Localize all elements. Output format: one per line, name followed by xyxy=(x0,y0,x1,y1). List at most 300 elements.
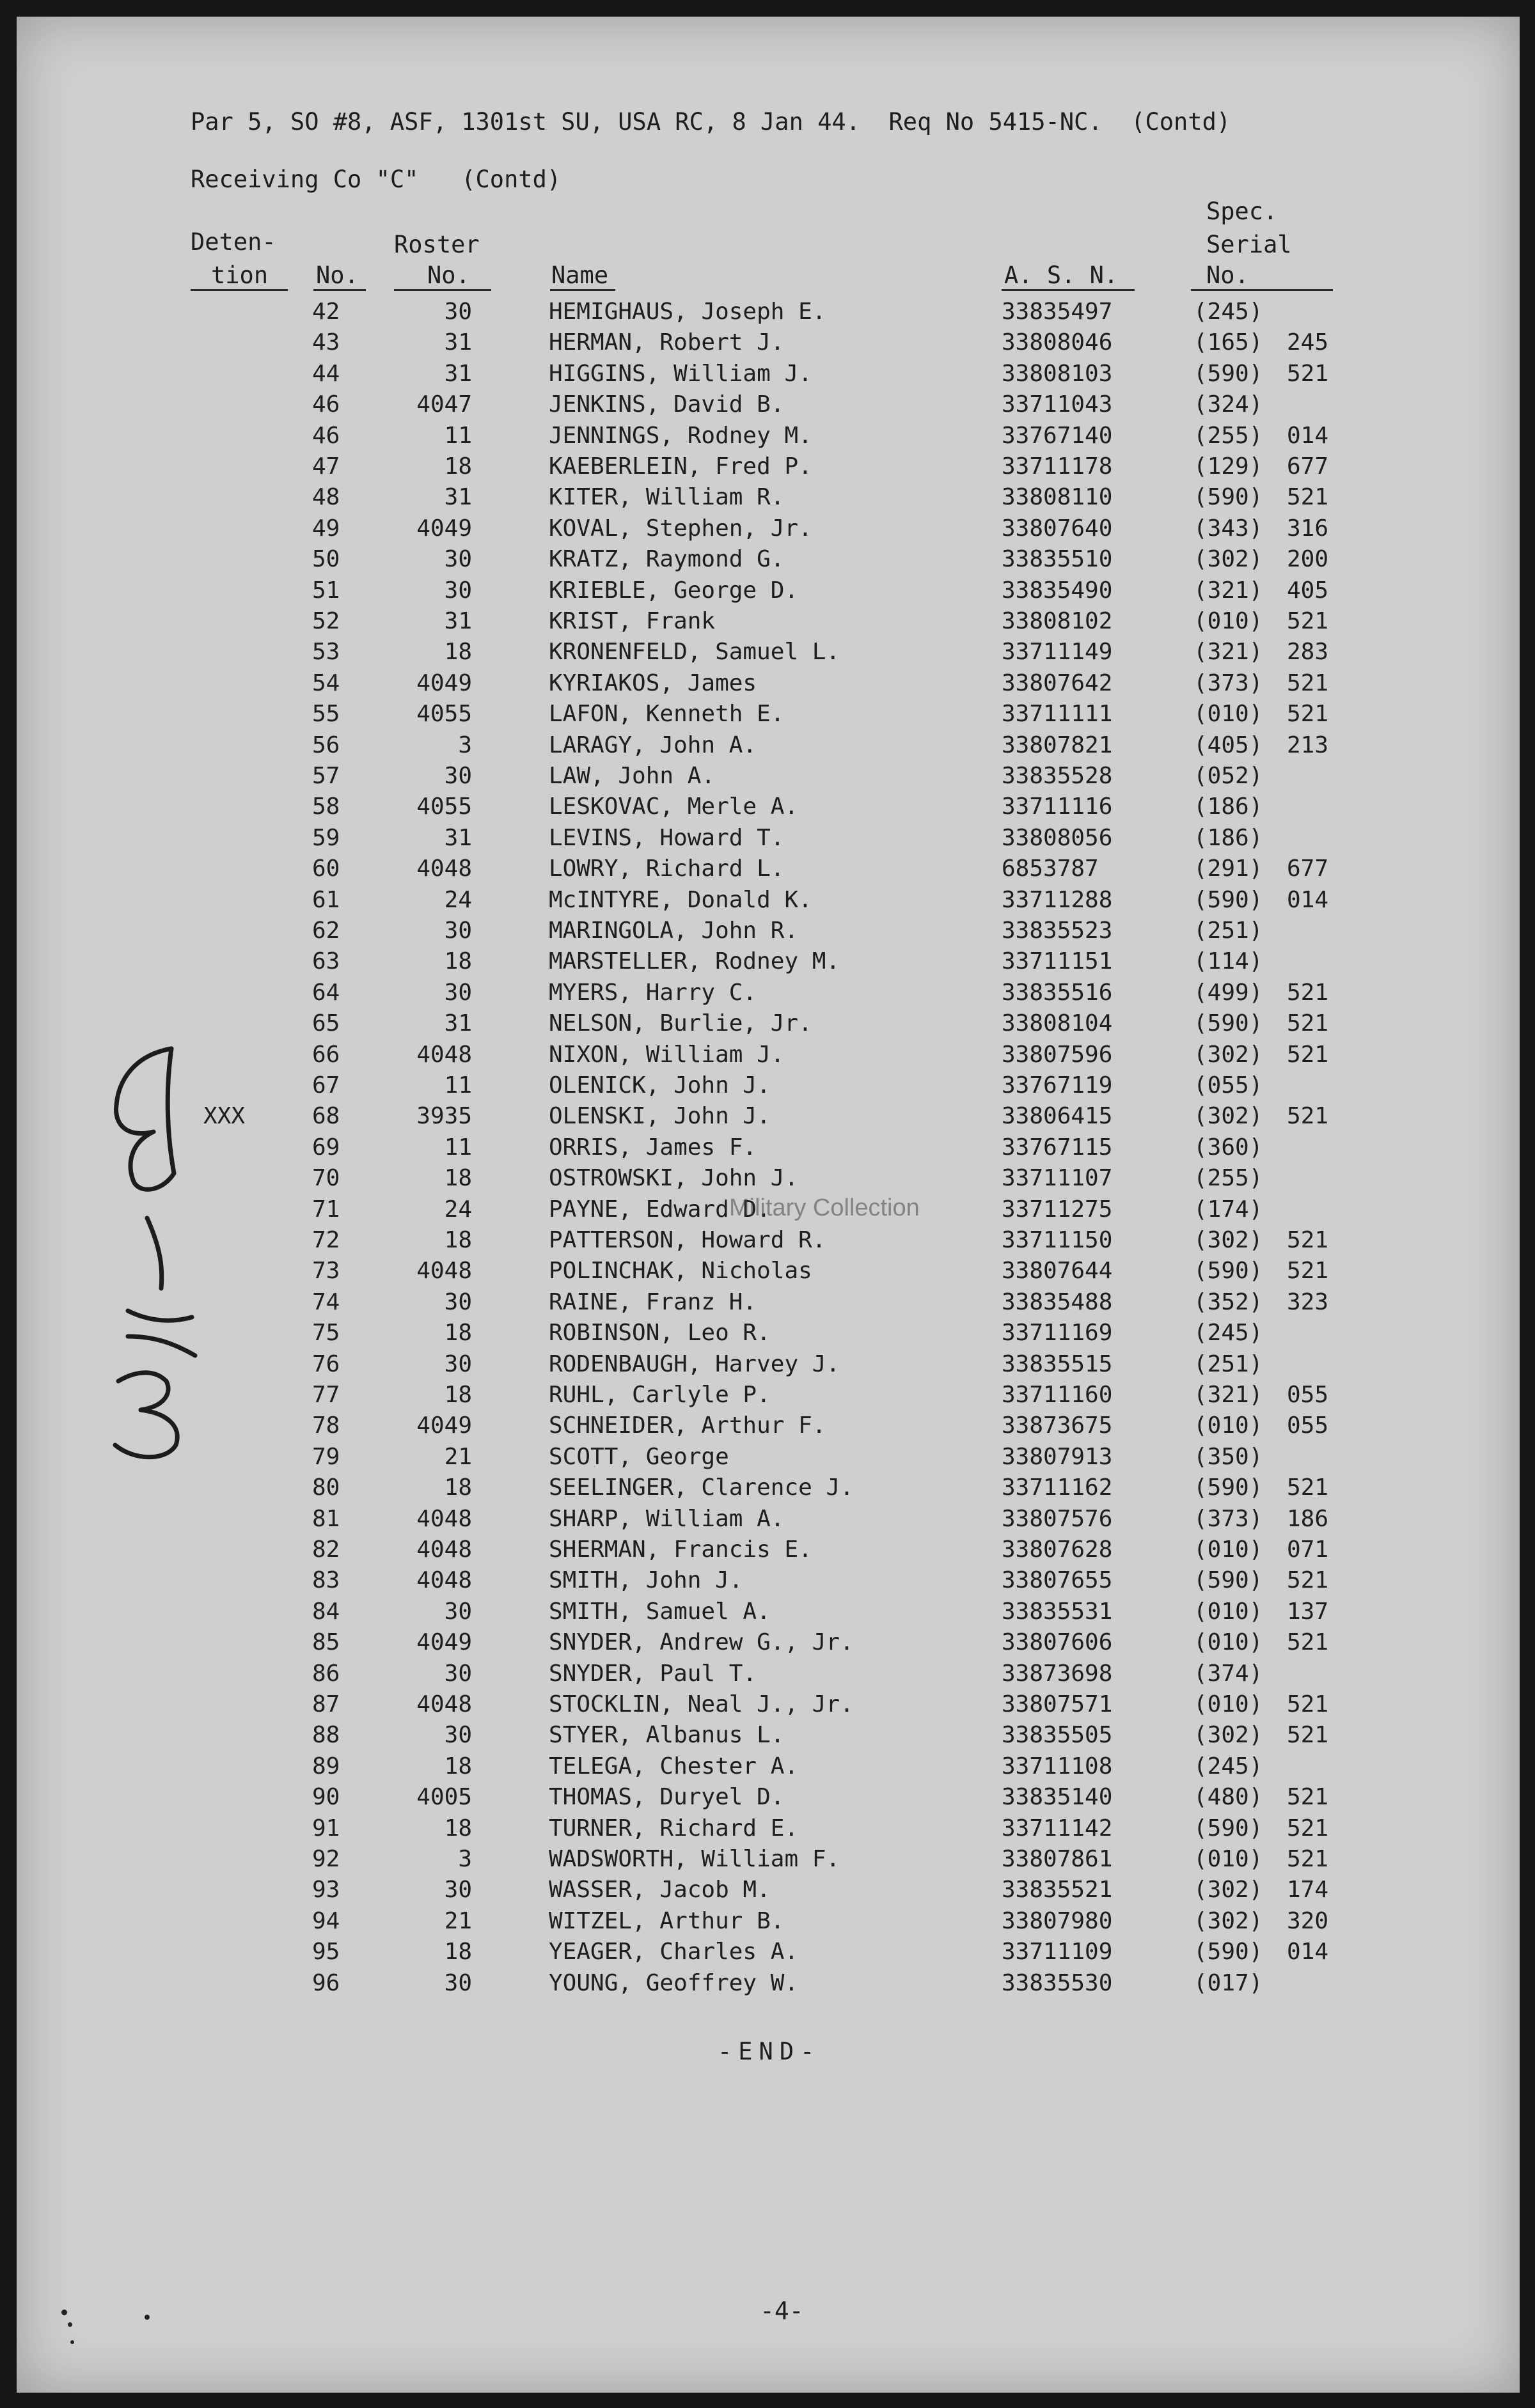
asn-cell: 33711150 xyxy=(1002,1227,1113,1253)
table-row xyxy=(0,1907,1535,1941)
table-row xyxy=(0,331,1535,362)
name-cell: LESKOVAC, Merle A. xyxy=(549,794,799,820)
name-cell: WADSWORTH, William F. xyxy=(549,1846,840,1872)
name-cell: SHERMAN, Francis E. xyxy=(549,1536,812,1563)
spec-secondary-cell: 014 xyxy=(1287,1939,1329,1966)
number-cell: 46 xyxy=(312,422,340,449)
name-cell: TELEGA, Chester A. xyxy=(549,1753,799,1779)
spec-serial-cell: (405) xyxy=(1193,731,1263,758)
roster-cell: 31 xyxy=(444,329,472,356)
roster-cell: 30 xyxy=(444,763,472,789)
asn-cell: 33767119 xyxy=(1002,1072,1113,1098)
col-roster-underline xyxy=(394,289,491,291)
roster-cell: 30 xyxy=(444,1722,472,1749)
spec-serial-cell: (245) xyxy=(1193,1753,1263,1779)
asn-cell: 33711162 xyxy=(1002,1474,1113,1501)
name-cell: LAW, John A. xyxy=(549,763,716,789)
spec-serial-cell: (129) xyxy=(1193,453,1263,480)
number-cell: 89 xyxy=(312,1753,340,1779)
number-cell: 93 xyxy=(312,1877,340,1904)
col-detention-underline xyxy=(191,289,288,291)
roster-cell: 30 xyxy=(444,577,472,604)
spec-serial-cell: (590) xyxy=(1193,360,1263,387)
asn-cell: 6853787 xyxy=(1002,856,1099,882)
number-cell: 59 xyxy=(312,824,340,851)
spec-secondary-cell: 521 xyxy=(1287,484,1329,511)
asn-cell: 33807606 xyxy=(1002,1629,1113,1656)
name-cell: ROBINSON, Leo R. xyxy=(549,1320,771,1347)
table-row xyxy=(0,795,1535,826)
spec-secondary-cell: 186 xyxy=(1287,1505,1329,1532)
name-cell: LARAGY, John A. xyxy=(549,731,757,758)
number-cell: 87 xyxy=(312,1691,340,1717)
number-cell: 95 xyxy=(312,1939,340,1966)
asn-cell: 33873675 xyxy=(1002,1412,1113,1439)
asn-cell: 33807861 xyxy=(1002,1846,1113,1872)
table-row xyxy=(0,360,1535,393)
name-cell: SCHNEIDER, Arthur F. xyxy=(549,1412,826,1439)
asn-cell: 33808110 xyxy=(1002,484,1113,511)
roster-cell: 31 xyxy=(444,484,472,511)
col-no-underline xyxy=(313,289,366,291)
table-row xyxy=(0,731,1535,765)
asn-cell: 33711288 xyxy=(1002,886,1113,913)
asn-cell: 33807980 xyxy=(1002,1907,1113,1934)
number-cell: 60 xyxy=(312,856,340,882)
roster-cell: 30 xyxy=(444,1350,472,1377)
number-cell: 92 xyxy=(312,1846,340,1872)
table-row xyxy=(0,393,1535,424)
asn-cell: 33767115 xyxy=(1002,1134,1113,1161)
number-cell: 64 xyxy=(312,979,340,1006)
table-row xyxy=(0,1384,1535,1414)
roster-cell: 31 xyxy=(444,360,472,387)
number-cell: 83 xyxy=(312,1567,340,1594)
roster-cell: 4048 xyxy=(416,1041,472,1068)
number-cell: 84 xyxy=(312,1598,340,1625)
col-name: Name xyxy=(551,262,609,289)
number-cell: 73 xyxy=(312,1258,340,1285)
table-row xyxy=(0,1260,1535,1290)
roster-cell: 18 xyxy=(444,1474,472,1501)
col-detention-line1: Deten- xyxy=(191,228,276,256)
spec-secondary-cell: 521 xyxy=(1287,1103,1329,1130)
table-row xyxy=(0,1105,1535,1136)
roster-cell: 4055 xyxy=(416,794,472,820)
asn-cell: 33807644 xyxy=(1002,1258,1113,1285)
spec-serial-cell: (350) xyxy=(1193,1443,1263,1470)
roster-cell: 3 xyxy=(458,1846,472,1872)
asn-cell: 33835140 xyxy=(1002,1784,1113,1811)
spec-serial-cell: (186) xyxy=(1193,794,1263,820)
asn-cell: 33711169 xyxy=(1002,1320,1113,1347)
number-cell: 51 xyxy=(312,577,340,604)
asn-cell: 33806415 xyxy=(1002,1103,1113,1130)
spec-serial-cell: (590) xyxy=(1193,484,1263,511)
roster-cell: 24 xyxy=(444,1196,472,1223)
asn-cell: 33807596 xyxy=(1002,1041,1113,1068)
spec-secondary-cell: 521 xyxy=(1287,979,1329,1006)
asn-cell: 33835521 xyxy=(1002,1877,1113,1904)
roster-cell: 3 xyxy=(458,731,472,758)
asn-cell: 33807821 xyxy=(1002,731,1113,758)
spec-serial-cell: (302) xyxy=(1193,1103,1263,1130)
col-roster-line1: Roster xyxy=(394,231,480,258)
table-row xyxy=(0,1786,1535,1817)
name-cell: SMITH, Samuel A. xyxy=(549,1598,771,1625)
number-cell: 88 xyxy=(312,1722,340,1749)
spec-secondary-cell: 245 xyxy=(1287,329,1329,356)
speck xyxy=(145,2315,150,2320)
number-cell: 69 xyxy=(312,1134,340,1161)
roster-cell: 4048 xyxy=(416,1691,472,1717)
asn-cell: 33711043 xyxy=(1002,391,1113,418)
name-cell: KRATZ, Raymond G. xyxy=(549,546,785,573)
spec-secondary-cell: 677 xyxy=(1287,453,1329,480)
roster-cell: 4055 xyxy=(416,701,472,728)
asn-cell: 33807655 xyxy=(1002,1567,1113,1594)
table-row xyxy=(0,486,1535,517)
spec-secondary-cell: 521 xyxy=(1287,1567,1329,1594)
spec-secondary-cell: 137 xyxy=(1287,1598,1329,1625)
spec-serial-cell: (302) xyxy=(1193,1041,1263,1068)
asn-cell: 33711149 xyxy=(1002,639,1113,666)
spec-serial-cell: (302) xyxy=(1193,1227,1263,1253)
asn-cell: 33835490 xyxy=(1002,577,1113,604)
spec-serial-cell: (302) xyxy=(1193,1722,1263,1749)
name-cell: YOUNG, Geoffrey W. xyxy=(549,1969,799,1996)
table-row xyxy=(0,981,1535,1012)
header-line-1: Par 5, SO #8, ASF, 1301st SU, USA RC, 8 Jan 44. Req No 5415-NC. (Contd) xyxy=(191,108,1231,136)
name-cell: LEVINS, Howard T. xyxy=(549,824,785,851)
number-cell: 43 xyxy=(312,329,340,356)
name-cell: PATTERSON, Howard R. xyxy=(549,1227,826,1253)
speck xyxy=(70,2340,74,2344)
spec-secondary-cell: 071 xyxy=(1287,1536,1329,1563)
spec-secondary-cell: 521 xyxy=(1287,1784,1329,1811)
spec-serial-cell: (255) xyxy=(1193,1165,1263,1192)
table-row xyxy=(0,1074,1535,1105)
roster-cell: 18 xyxy=(444,1165,472,1192)
name-cell: KRONENFELD, Samuel L. xyxy=(549,639,840,666)
asn-cell: 33808046 xyxy=(1002,329,1113,356)
name-cell: MARSTELLER, Rodney M. xyxy=(549,948,840,975)
spec-serial-cell: (010) xyxy=(1193,701,1263,728)
number-cell: 90 xyxy=(312,1784,340,1811)
roster-cell: 18 xyxy=(444,1939,472,1966)
spec-serial-cell: (590) xyxy=(1193,1567,1263,1594)
table-row xyxy=(0,824,1535,857)
spec-secondary-cell: 677 xyxy=(1287,856,1329,882)
spec-secondary-cell: 521 xyxy=(1287,360,1329,387)
spec-serial-cell: (374) xyxy=(1193,1660,1263,1687)
roster-cell: 4049 xyxy=(416,1412,472,1439)
name-cell: JENKINS, David B. xyxy=(549,391,785,418)
name-cell: LAFON, Kenneth E. xyxy=(549,701,785,728)
spec-serial-cell: (373) xyxy=(1193,1505,1263,1532)
number-cell: 65 xyxy=(312,1010,340,1037)
asn-cell: 33711178 xyxy=(1002,453,1113,480)
asn-cell: 33711151 xyxy=(1002,948,1113,975)
roster-cell: 18 xyxy=(444,1753,472,1779)
col-detention-line2: tion xyxy=(211,262,269,289)
number-cell: 49 xyxy=(312,515,340,542)
asn-cell: 33807640 xyxy=(1002,515,1113,542)
name-cell: HERMAN, Robert J. xyxy=(549,329,785,356)
table-row xyxy=(0,919,1535,950)
table-row xyxy=(0,1476,1535,1507)
name-cell: KRIEBLE, George D. xyxy=(549,577,799,604)
number-cell: 75 xyxy=(312,1320,340,1347)
spec-serial-cell: (245) xyxy=(1193,299,1263,325)
table-row xyxy=(0,301,1535,331)
table-row xyxy=(0,1755,1535,1786)
table-row xyxy=(0,1693,1535,1724)
table-row xyxy=(0,579,1535,610)
number-cell: 85 xyxy=(312,1629,340,1656)
asn-cell: 33711111 xyxy=(1002,701,1113,728)
table-row xyxy=(0,1012,1535,1043)
table-row xyxy=(0,1229,1535,1260)
speck xyxy=(68,2322,72,2327)
spec-serial-cell: (251) xyxy=(1193,1350,1263,1377)
spec-secondary-cell: 323 xyxy=(1287,1288,1329,1315)
spec-serial-cell: (165) xyxy=(1193,329,1263,356)
asn-cell: 33835530 xyxy=(1002,1969,1113,1996)
spec-serial-cell: (010) xyxy=(1193,1691,1263,1717)
detention-cell: XXX xyxy=(203,1103,246,1130)
roster-cell: 4049 xyxy=(416,1629,472,1656)
spec-secondary-cell: 320 xyxy=(1287,1907,1329,1934)
spec-secondary-cell: 521 xyxy=(1287,1722,1329,1749)
name-cell: WITZEL, Arthur B. xyxy=(549,1907,785,1934)
name-cell: RAINE, Franz H. xyxy=(549,1288,757,1315)
number-cell: 42 xyxy=(312,299,340,325)
table-row xyxy=(0,1350,1535,1384)
spec-secondary-cell: 055 xyxy=(1287,1412,1329,1439)
asn-cell: 33808056 xyxy=(1002,824,1113,851)
number-cell: 44 xyxy=(312,360,340,387)
name-cell: NELSON, Burlie, Jr. xyxy=(549,1010,812,1037)
number-cell: 86 xyxy=(312,1660,340,1687)
handwritten-note-b13 xyxy=(58,1036,224,1471)
roster-cell: 4048 xyxy=(416,1536,472,1563)
spec-serial-cell: (480) xyxy=(1193,1784,1263,1811)
spec-serial-cell: (245) xyxy=(1193,1320,1263,1347)
roster-cell: 18 xyxy=(444,948,472,975)
spec-secondary-cell: 014 xyxy=(1287,422,1329,449)
spec-serial-cell: (291) xyxy=(1193,856,1263,882)
spec-serial-cell: (255) xyxy=(1193,422,1263,449)
table-row xyxy=(0,1288,1535,1322)
col-asn-underline xyxy=(1002,289,1135,291)
table-row xyxy=(0,610,1535,641)
table-row xyxy=(0,548,1535,579)
number-cell: 63 xyxy=(312,948,340,975)
number-cell: 79 xyxy=(312,1443,340,1470)
speck xyxy=(61,2310,67,2315)
spec-secondary-cell: 521 xyxy=(1287,669,1329,696)
asn-cell: 33835528 xyxy=(1002,763,1113,789)
table-row xyxy=(0,1600,1535,1631)
spec-secondary-cell: 521 xyxy=(1287,608,1329,634)
name-cell: KYRIAKOS, James xyxy=(549,669,757,696)
name-cell: KRIST, Frank xyxy=(549,608,716,634)
name-cell: TURNER, Richard E. xyxy=(549,1815,799,1841)
table-row xyxy=(0,1879,1535,1909)
spec-serial-cell: (251) xyxy=(1193,918,1263,944)
roster-cell: 31 xyxy=(444,608,472,634)
number-cell: 68 xyxy=(312,1103,340,1130)
spec-serial-cell: (010) xyxy=(1193,1598,1263,1625)
number-cell: 76 xyxy=(312,1350,340,1377)
roster-cell: 11 xyxy=(444,1134,472,1161)
table-row xyxy=(0,1631,1535,1662)
spec-secondary-cell: 200 xyxy=(1287,546,1329,573)
asn-cell: 33711109 xyxy=(1002,1939,1113,1966)
spec-serial-cell: (302) xyxy=(1193,546,1263,573)
spec-serial-cell: (590) xyxy=(1193,886,1263,913)
roster-cell: 3935 xyxy=(416,1103,472,1130)
roster-cell: 18 xyxy=(444,453,472,480)
asn-cell: 33835497 xyxy=(1002,299,1113,325)
roster-cell: 4047 xyxy=(416,391,472,418)
number-cell: 48 xyxy=(312,484,340,511)
table-row xyxy=(0,1136,1535,1167)
number-cell: 61 xyxy=(312,886,340,913)
number-cell: 96 xyxy=(312,1969,340,1996)
table-row xyxy=(0,886,1535,919)
roster-cell: 30 xyxy=(444,546,472,573)
spec-serial-cell: (352) xyxy=(1193,1288,1263,1315)
spec-secondary-cell: 055 xyxy=(1287,1382,1329,1408)
spec-serial-cell: (321) xyxy=(1193,1382,1263,1408)
spec-secondary-cell: 521 xyxy=(1287,1815,1329,1841)
name-cell: RODENBAUGH, Harvey J. xyxy=(549,1350,840,1377)
table-row xyxy=(0,1569,1535,1600)
spec-secondary-cell: 521 xyxy=(1287,1041,1329,1068)
number-cell: 50 xyxy=(312,546,340,573)
table-row xyxy=(0,703,1535,733)
number-cell: 71 xyxy=(312,1196,340,1223)
table-row xyxy=(0,1505,1535,1538)
roster-cell: 18 xyxy=(444,1815,472,1841)
roster-cell: 31 xyxy=(444,1010,472,1037)
spec-secondary-cell: 521 xyxy=(1287,1691,1329,1717)
number-cell: 47 xyxy=(312,453,340,480)
name-cell: JENNINGS, Rodney M. xyxy=(549,422,812,449)
spec-secondary-cell: 283 xyxy=(1287,639,1329,666)
roster-cell: 18 xyxy=(444,1227,472,1253)
spec-serial-cell: (302) xyxy=(1193,1907,1263,1934)
spec-serial-cell: (114) xyxy=(1193,948,1263,975)
asn-cell: 33807642 xyxy=(1002,669,1113,696)
asn-cell: 33835505 xyxy=(1002,1722,1113,1749)
roster-cell: 4048 xyxy=(416,856,472,882)
spec-serial-cell: (052) xyxy=(1193,763,1263,789)
spec-serial-cell: (590) xyxy=(1193,1815,1263,1841)
number-cell: 54 xyxy=(312,669,340,696)
spec-serial-cell: (055) xyxy=(1193,1072,1263,1098)
roster-cell: 4048 xyxy=(416,1258,472,1285)
table-row xyxy=(0,1167,1535,1198)
spec-serial-cell: (174) xyxy=(1193,1196,1263,1223)
table-row xyxy=(0,641,1535,671)
spec-serial-cell: (373) xyxy=(1193,669,1263,696)
roster-cell: 30 xyxy=(444,918,472,944)
table-row xyxy=(0,669,1535,703)
name-cell: SMITH, John J. xyxy=(549,1567,743,1594)
table-row xyxy=(0,1414,1535,1445)
number-cell: 53 xyxy=(312,639,340,666)
table-row xyxy=(0,1538,1535,1569)
name-cell: OLENSKI, John J. xyxy=(549,1103,771,1130)
spec-serial-cell: (010) xyxy=(1193,1629,1263,1656)
header-line-2: Receiving Co "C" (Contd) xyxy=(191,166,562,193)
number-cell: 58 xyxy=(312,794,340,820)
asn-cell: 33807576 xyxy=(1002,1505,1113,1532)
spec-secondary-cell: 521 xyxy=(1287,1227,1329,1253)
table-row xyxy=(0,1724,1535,1755)
table-row xyxy=(0,1969,1535,2003)
roster-cell: 30 xyxy=(444,1969,472,1996)
name-cell: STYER, Albanus L. xyxy=(549,1722,785,1749)
roster-cell: 30 xyxy=(444,1288,472,1315)
roster-cell: 30 xyxy=(444,1598,472,1625)
number-cell: 46 xyxy=(312,391,340,418)
number-cell: 94 xyxy=(312,1907,340,1934)
spec-secondary-cell: 521 xyxy=(1287,1629,1329,1656)
number-cell: 52 xyxy=(312,608,340,634)
spec-secondary-cell: 405 xyxy=(1287,577,1329,604)
number-cell: 74 xyxy=(312,1288,340,1315)
name-cell: LOWRY, Richard L. xyxy=(549,856,785,882)
number-cell: 67 xyxy=(312,1072,340,1098)
asn-cell: 33835523 xyxy=(1002,918,1113,944)
asn-cell: 33767140 xyxy=(1002,422,1113,449)
spec-secondary-cell: 521 xyxy=(1287,1258,1329,1285)
number-cell: 91 xyxy=(312,1815,340,1841)
name-cell: McINTYRE, Donald K. xyxy=(549,886,812,913)
asn-cell: 33835516 xyxy=(1002,979,1113,1006)
roster-cell: 24 xyxy=(444,886,472,913)
asn-cell: 33808104 xyxy=(1002,1010,1113,1037)
col-spec-line2: Serial xyxy=(1206,231,1292,258)
table-row xyxy=(0,517,1535,548)
asn-cell: 33711108 xyxy=(1002,1753,1113,1779)
spec-serial-cell: (343) xyxy=(1193,515,1263,542)
name-cell: SCOTT, George xyxy=(549,1443,729,1470)
spec-serial-cell: (321) xyxy=(1193,639,1263,666)
roster-cell: 4049 xyxy=(416,669,472,696)
roster-cell: 18 xyxy=(444,1382,472,1408)
end-marker: -END- xyxy=(718,2038,821,2065)
spec-serial-cell: (186) xyxy=(1193,824,1263,851)
spec-secondary-cell: 521 xyxy=(1287,1010,1329,1037)
name-cell: OLENICK, John J. xyxy=(549,1072,771,1098)
table-row xyxy=(0,765,1535,795)
number-cell: 72 xyxy=(312,1227,340,1253)
roster-cell: 4049 xyxy=(416,515,472,542)
asn-cell: 33711116 xyxy=(1002,794,1113,820)
asn-cell: 33807571 xyxy=(1002,1691,1113,1717)
asn-cell: 33835510 xyxy=(1002,546,1113,573)
spec-serial-cell: (590) xyxy=(1193,1010,1263,1037)
roster-cell: 21 xyxy=(444,1443,472,1470)
table-row xyxy=(0,950,1535,981)
spec-serial-cell: (499) xyxy=(1193,979,1263,1006)
name-cell: RUHL, Carlyle P. xyxy=(549,1382,771,1408)
